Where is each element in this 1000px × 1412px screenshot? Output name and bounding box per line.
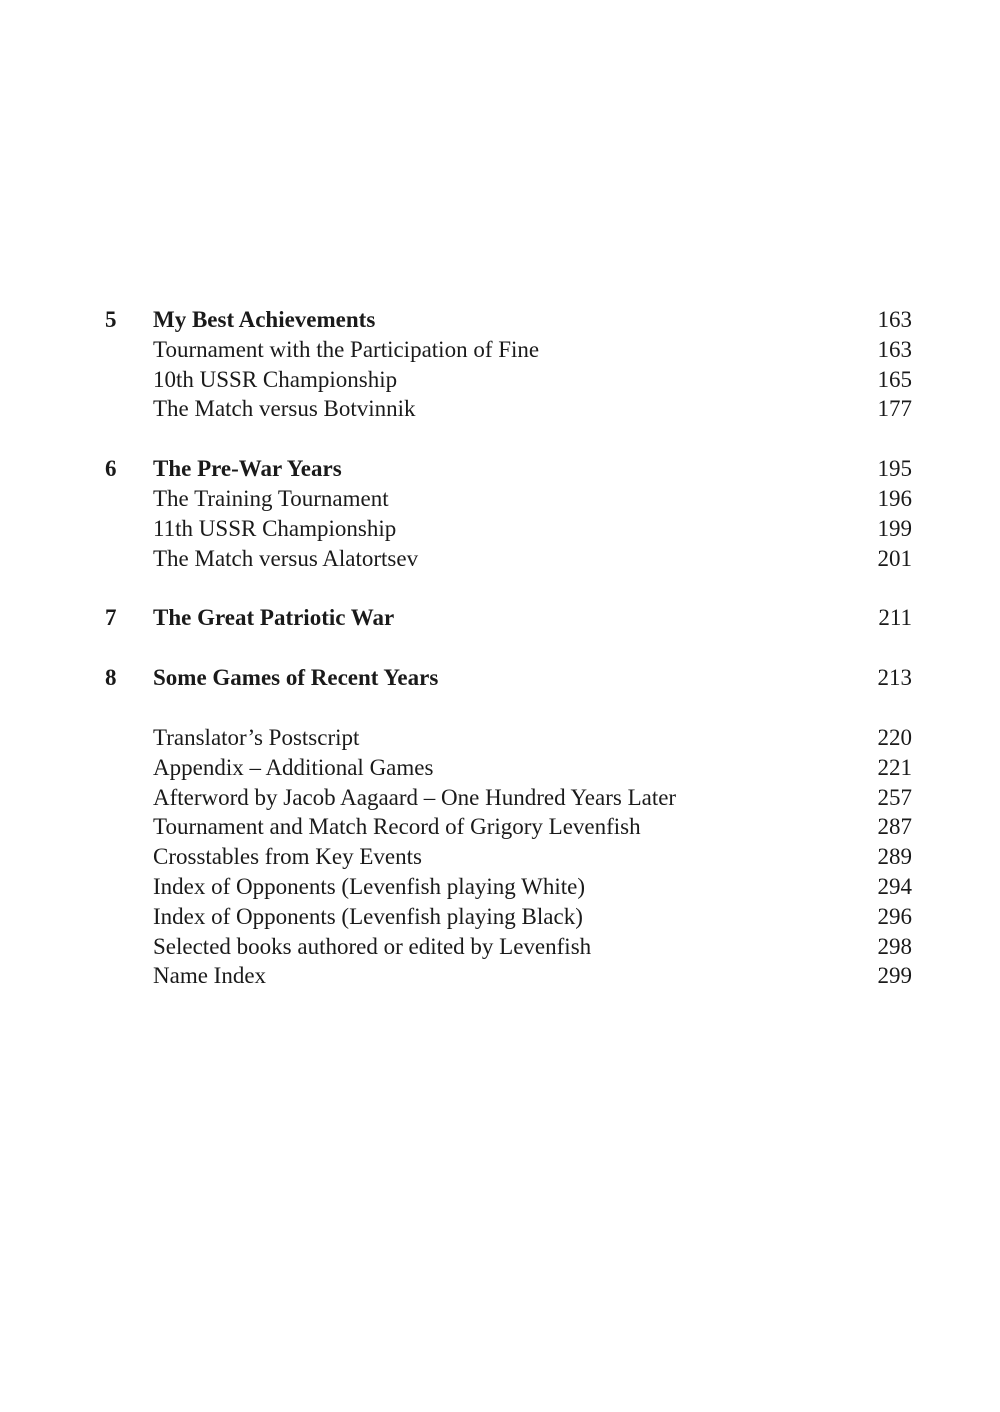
toc-back-matter-item: [0, 961, 1000, 991]
spacer: [0, 693, 1000, 723]
page-number: 213: [877, 665, 912, 691]
page-number: 257: [877, 784, 912, 810]
toc-chapter-7: [0, 603, 1000, 633]
chapter-number: 6: [105, 456, 117, 482]
section-title: Crosstables from Key Events: [153, 844, 422, 870]
toc-section: [0, 365, 1000, 395]
section-title: Index of Opponents (Levenfish playing Black): [153, 903, 583, 929]
toc-section: [0, 544, 1000, 574]
chapter-title: My Best Achievements: [153, 307, 376, 332]
toc-section: [0, 335, 1000, 365]
page-number: 294: [877, 873, 912, 899]
page-number: 201: [877, 545, 912, 571]
page-number: 165: [877, 366, 912, 392]
page-number: 196: [877, 485, 912, 511]
page-number: 177: [877, 396, 912, 422]
section-title: Selected books authored or edited by Levenfish: [153, 933, 592, 959]
chapter-title: The Pre-War Years: [153, 456, 342, 482]
toc-chapter-5: [0, 305, 1000, 335]
toc-chapter-6: [0, 454, 1000, 484]
page-number: 199: [877, 515, 912, 541]
toc-back-matter-item: [0, 902, 1000, 932]
toc-back-matter-item: [0, 872, 1000, 902]
page-number: 296: [877, 903, 912, 929]
page-number: 221: [877, 754, 912, 780]
page-number: 163: [877, 336, 912, 362]
toc-back-matter-item: [0, 812, 1000, 842]
section-title: Appendix – Additional Games: [153, 754, 434, 780]
page-number: 195: [877, 456, 912, 482]
section-title: Afterword by Jacob Aagaard – One Hundred Years Later: [153, 784, 677, 810]
toc-back-matter-item: [0, 842, 1000, 872]
page-number: 299: [877, 963, 912, 989]
section-title: The Training Tournament: [153, 485, 389, 511]
page-number: 163: [877, 307, 912, 332]
toc-section: [0, 394, 1000, 424]
chapter-title: The Great Patriotic War: [153, 605, 395, 631]
toc-back-matter-item: [0, 783, 1000, 813]
toc-back-matter-item: [0, 753, 1000, 783]
table-of-contents: [0, 305, 1000, 991]
section-title: Tournament with the Participation of Fine: [153, 336, 540, 362]
section-title: 10th USSR Championship: [153, 366, 398, 392]
section-title: Tournament and Match Record of Grigory Levenfish: [153, 814, 641, 840]
section-title: The Match versus Alatortsev: [153, 545, 419, 571]
toc-section: [0, 514, 1000, 544]
toc-back-matter-item: [0, 932, 1000, 962]
page-number: 287: [877, 814, 912, 840]
section-title: Translator’s Postscript: [153, 724, 360, 750]
page-number: 220: [877, 724, 912, 750]
chapter-number: 7: [105, 605, 117, 631]
toc-chapter-8: [0, 663, 1000, 693]
toc-section: [0, 484, 1000, 514]
section-title: Name Index: [153, 963, 267, 989]
chapter-number: 8: [105, 665, 117, 691]
chapter-number: 5: [105, 307, 117, 332]
section-title: Index of Opponents (Levenfish playing White): [153, 873, 585, 899]
section-title: The Match versus Botvinnik: [153, 396, 416, 422]
section-title: 11th USSR Championship: [153, 515, 397, 541]
page-number: 298: [877, 933, 912, 959]
page-number: 211: [878, 605, 912, 631]
chapter-title: Some Games of Recent Years: [153, 665, 439, 691]
spacer: [0, 573, 1000, 603]
page-number: 289: [877, 844, 912, 870]
spacer: [0, 424, 1000, 454]
spacer: [0, 633, 1000, 663]
toc-back-matter-item: [0, 723, 1000, 753]
